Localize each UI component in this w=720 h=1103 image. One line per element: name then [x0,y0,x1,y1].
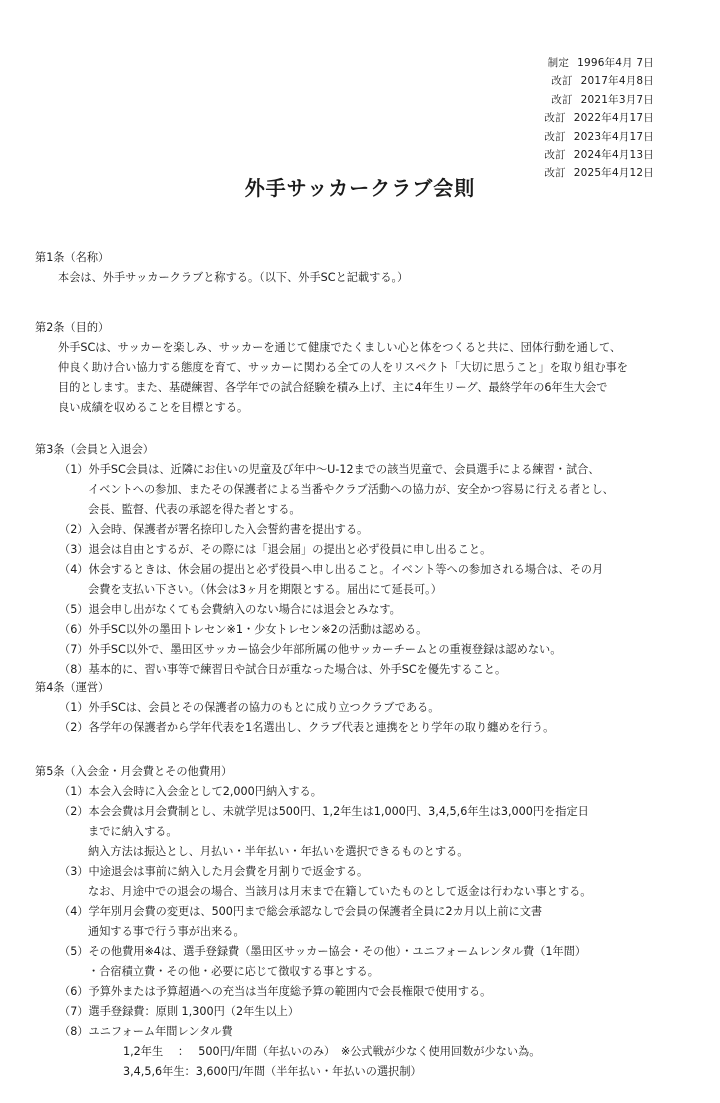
item-number: （5） [59,603,89,616]
item-number: （4） [59,563,89,576]
revision-row [544,109,654,127]
item-line: （7）外手SC以外で、墨田区サッカー協会少年部所属の他サッカーチームとの重複登録は認めない。 [59,643,562,656]
list-item [35,660,685,680]
revision-history [544,54,654,183]
item-continuation: 会長、監督、代表の承認を得た者とする。 [88,503,301,516]
item-number: （5） [59,945,89,958]
item-continuation: 1,2年生 ： 500円/年間（年払いのみ） ※公式戦が少なく使用回数が少ない為。 [123,1045,541,1058]
revision-label: 改訂 [544,130,566,143]
item-line: （8）基本的に、習い事等で練習日や試合日が重なった場合は、外手SCを優先すること。 [59,663,507,676]
item-number: （2） [59,523,89,536]
item-number: （8） [59,663,89,676]
item-number: （4） [59,905,89,918]
item-line: （6）予算外または予算超過への充当は当年度総予算の範囲内で会長権限で使用する。 [59,985,492,998]
list-item [35,718,685,738]
article-body [35,698,685,738]
article-heading: 第2条（目的） [35,321,110,334]
item-line: （4）学年別月会費の変更は、500円まで総会承認なしで会員の保護者全員に2カ月以上前に文書 [59,905,543,918]
paragraph-line: 良い成績を収めることを目標とする。 [58,401,249,414]
item-number: （2） [59,721,89,734]
item-line: （2）本会会費は月会費制とし、未就学児は500円、1,2年生は1,000円、3,4,5,6年生は3,000円を指定日 [59,805,589,818]
paragraph-line: 仲良く助け合い協力する態度を育て、サッカーに関わる全ての人をリスペクト「大切に思うこと」を取り組む事を [58,361,628,374]
article-body [35,782,685,1082]
list-item [35,540,685,560]
item-continuation: 納入方法は振込とし、月払い・半年払い・年払いを選択できるものとする。 [88,845,469,858]
item-number: （6） [59,985,89,998]
item-number: （3） [59,543,89,556]
article-heading: 第5条（入会金・月会費とその他費用） [35,765,233,778]
article-body [35,268,685,288]
item-number: （7） [59,643,89,656]
item-line: （2）入会時、保護者が署名捺印した入会誓約書を提出する。 [59,523,369,536]
list-item [35,620,685,640]
paragraph-line: 外手SCは、サッカーを楽しみ、サッカーを通じて健康でたくましい心と体をつくると共に、団体行動を通して、 [58,341,622,354]
list-item [35,698,685,718]
revision-row [544,54,654,72]
revision-date: 2024年4月13日 [573,149,654,162]
item-continuation: なお、月途中での退会の場合、当該月は月末まで在籍していたものとして返金は行わない事とする。 [88,885,592,898]
revision-date: 2025年4月12日 [573,167,654,180]
item-number: （8） [59,1025,89,1038]
item-number: （1） [59,785,89,798]
paragraph-line: 目的とします。また、基礎練習、各学年での試合経験を積み上げ、主に4年生リーグ、最終学年の6年生大会で [58,381,608,394]
item-number: （1） [59,463,89,476]
item-continuation: 3,4,5,6年生：3,600円/年間（半年払い・年払いの選択制） [123,1065,422,1078]
item-line: （7）選手登録費：原則 1,300円（2年生以上） [59,1005,300,1018]
item-number: （3） [59,865,89,878]
revision-label: 改訂 [551,93,573,106]
revision-row [544,146,654,164]
revision-label: 改訂 [544,149,566,162]
revision-date: 2021年3月7日 [580,93,654,106]
item-line: （4）休会するときは、休会届の提出と必ず役員へ申し出ること。イベント等への参加される場合は、その月 [59,563,604,576]
list-item [35,782,685,802]
revision-date: 2023年4月17日 [573,130,654,143]
item-line: （6）外手SC以外の墨田トレセン※1・少女トレセン※2の活動は認める。 [59,623,428,636]
list-item [35,862,685,902]
revision-label: 制定 [547,57,570,69]
item-number: （7） [59,1005,89,1018]
list-item [35,560,685,600]
article-5 [35,762,685,1082]
revision-date: 2017年4月8日 [580,75,654,88]
article-heading: 第1条（名称） [35,251,110,264]
item-continuation: 会費を支払い下さい。（休会は3ヶ月を期限とする。届出にて延長可。） [88,583,442,596]
item-line: （2）各学年の保護者から学年代表を1名選出し、クラブ代表と連携をとり学年の取り纏めを行う。 [59,721,555,734]
item-number: （1） [59,701,89,714]
article-heading: 第3条（会員と入退会） [35,443,154,456]
item-continuation: イベントへの参加、またその保護者による当番やクラブ活動への協力が、安全かつ容易に行える者とし、 [88,483,614,496]
item-line: （8）ユニフォーム年間レンタル費 [59,1025,233,1038]
revision-label: 改訂 [544,167,566,180]
article-body [35,460,685,680]
item-line: （1）本会入会時に入会金として2,000円納入する。 [59,785,322,798]
revision-date: 2022年4月17日 [573,112,654,125]
list-item [35,942,685,982]
list-item [35,460,685,520]
item-line: （5）その他費用※4は、選手登録費（墨田区サッカー協会・その他）・ユニフォームレンタル費（1年間） [59,945,587,958]
revision-date: 1996年4月 7日 [577,57,654,69]
item-line: （1）外手SCは、会員とその保護者の協力のもとに成り立つクラブである。 [59,701,440,714]
item-number: （6） [59,623,89,636]
item-continuation: ・合宿積立費・その他・必要に応じて徴収する事とする。 [88,965,379,978]
item-line: （5）退会申し出がなくても会費納入のない場合には退会とみなす。 [59,603,401,616]
list-item [35,640,685,660]
article-1 [35,248,685,288]
article-3 [35,440,685,680]
revision-row [544,72,654,90]
document-title: 外手サッカークラブ会則 [244,176,476,200]
list-item [35,1022,685,1082]
list-item [35,802,685,862]
article-heading: 第4条（運営） [35,681,110,694]
item-continuation: までに納入する。 [88,825,178,838]
article-2 [35,318,685,418]
list-item [35,520,685,540]
item-line: （3）退会は自由とするが、その際には「退会届」の提出と必ず役員に申し出ること。 [59,543,492,556]
revision-row [544,91,654,109]
revision-row [544,128,654,146]
item-continuation: 通知する事で行う事が出来る。 [88,925,245,938]
article-4 [35,678,685,738]
item-line: （1）外手SC会員は、近隣にお住いの児童及び年中～U-12までの該当児童で、会員選手による練習・試合、 [59,463,600,476]
list-item [35,902,685,942]
item-number: （2） [59,805,89,818]
article-body [35,338,685,418]
list-item [35,600,685,620]
paragraph-line: 本会は、外手サッカークラブと称する。（以下、外手SCと記載する。） [58,271,409,284]
list-item [35,1002,685,1022]
revision-label: 改訂 [551,75,573,88]
item-line: （3）中途退会は事前に納入した月会費を月割りで返金する。 [59,865,369,878]
revision-label: 改訂 [544,112,566,125]
list-item [35,982,685,1002]
